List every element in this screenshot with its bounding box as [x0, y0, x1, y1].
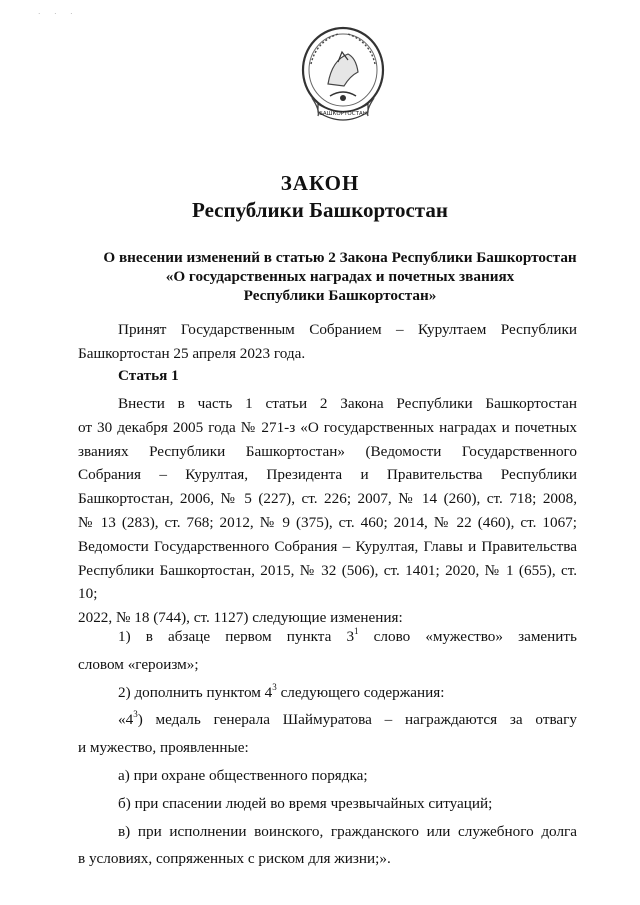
subject-line-3: Республики Башкортостан»	[243, 287, 437, 304]
law-title-word: ЗАКОН	[280, 171, 360, 195]
emblem-ribbon-text: БАШКОРТОСТАН	[319, 111, 367, 117]
quote-line-2: и мужество, проявленные:	[78, 739, 249, 757]
subject-line-2: «О государственных наградах и почетных званиях	[165, 268, 515, 285]
coat-of-arms-emblem	[298, 24, 388, 132]
intro-line: Ведомости Государственного Собрания – Курултая, Главы и Правительства	[78, 537, 577, 555]
law-subject	[70, 248, 610, 305]
intro-line: 2022, № 18 (744), ст. 1127) следующие изменения:	[78, 609, 403, 627]
subject-line-1: О внесении изменений в статью 2 Закона Республики Башкортостан	[103, 249, 577, 266]
item-1-line-1: 1) в абзаце первом пункта $3^1$ слово «мужество» заменить	[118, 625, 577, 645]
sub-item-a: а) при охране общественного порядка;	[118, 766, 368, 784]
article-intro	[78, 392, 577, 630]
intro-line: Внести в часть 1 статьи 2 Закона Республики Башкортостан	[118, 395, 577, 412]
scan-marks: · · ·	[38, 10, 79, 18]
intro-line: № 13 (283), ст. 768; 2012, № 9 (375), ст. 460; 2014, № 22 (460), ст. 1067;	[78, 513, 577, 531]
sub-item-c-line-2: в условиях, сопряженных с риском для жизни;».	[78, 850, 391, 868]
adoption-line-2: Башкортостан 25 апреля 2023 года.	[78, 344, 306, 362]
amendment-items	[78, 625, 577, 875]
law-title	[0, 170, 640, 224]
quote-line-1: «$4^3$) медаль генерала Шаймуратова – награждаются за отвагу	[118, 709, 577, 729]
intro-line: Республики Башкортостан, 2015, № 32 (506), ст. 1401; 2020, № 1 (655), ст. 10;	[78, 561, 577, 603]
sub-item-c-line-1: в) при исполнении воинского, гражданского или служебного долга	[118, 822, 577, 840]
item-2: 2) дополнить пунктом $4^3$ следующего содержания:	[118, 681, 445, 701]
intro-line: от 30 декабря 2005 года № 271-з «О государственных наградах и почетных	[78, 418, 577, 436]
sub-item-b: б) при спасении людей во время чрезвычайных ситуаций;	[118, 794, 493, 812]
law-title-republic: Республики Башкортостан	[192, 198, 448, 222]
intro-line: званиях Республики Башкортостан» (Ведомости Государственного	[78, 442, 577, 460]
item-1-line-2: словом «героизм»;	[78, 655, 199, 673]
intro-line: Башкортостан, 2006, № 5 (227), ст. 226; 2007, № 14 (260), ст. 718; 2008,	[78, 490, 577, 508]
adoption-line-1: Принят Государственным Собранием – Курултаем Республики	[118, 321, 577, 338]
adoption-statement	[78, 318, 577, 366]
article-heading: Статья 1	[118, 367, 179, 384]
intro-line: Собрания – Курултая, Президента и Правительства Республики	[78, 466, 577, 484]
